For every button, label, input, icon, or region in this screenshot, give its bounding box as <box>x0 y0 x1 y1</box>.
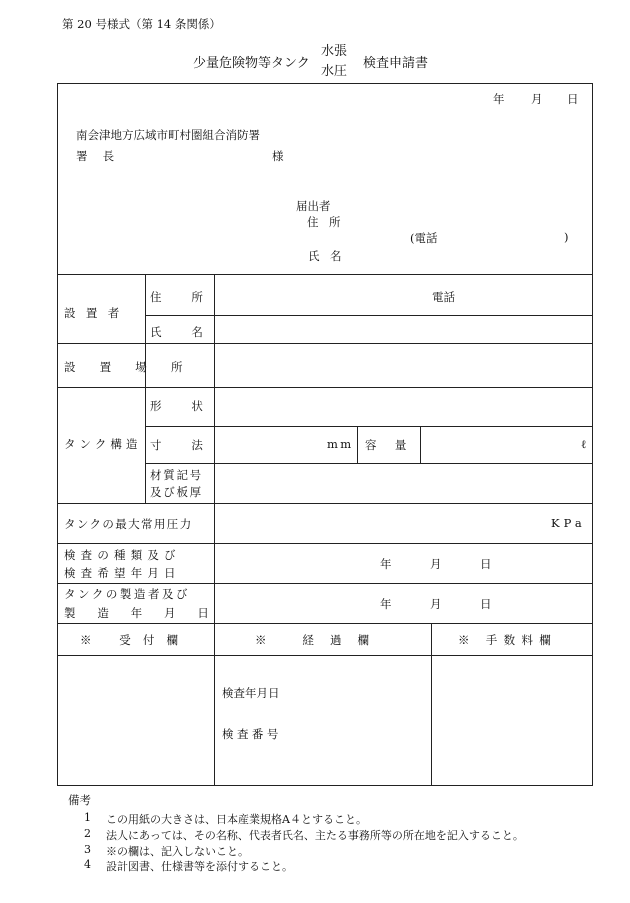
capacity-unit: ℓ <box>581 437 587 451</box>
applicant-phone-close: ) <box>564 230 569 244</box>
installer-name-label: 氏名 <box>150 325 233 339</box>
manufacturer-label-line1: タンクの製造者及び <box>64 587 191 601</box>
capacity-label: 容量 <box>365 438 425 452</box>
form-number: 第 20 号様式（第 14 条関係） <box>62 17 221 31</box>
inspection-number-label: 検査番号 <box>222 727 282 741</box>
inspection-label-line2: 検査希望年月日 <box>64 566 181 580</box>
installer-label: 設置者 <box>64 306 130 320</box>
max-pressure-label: タンクの最大常用圧力 <box>64 517 193 531</box>
applicant-heading: 届出者 <box>296 199 331 213</box>
manufacturer-day: 日 <box>480 597 492 611</box>
inspection-year: 年 <box>380 557 392 571</box>
applicant-address-label: 住 所 <box>307 215 345 229</box>
shape-label: 形状 <box>150 399 233 413</box>
remark-text-4: 設計図書、仕様書等を添付すること。 <box>106 860 293 873</box>
remark-num-2: 2 <box>84 827 91 840</box>
addressee-org: 南会津地方広域市町村圏組合消防署 <box>76 128 260 142</box>
addressee-honorific: 様 <box>272 149 284 163</box>
inspection-month: 月 <box>430 557 442 571</box>
installer-phone-label: 電話 <box>432 290 455 304</box>
location-label: 設置場所 <box>64 360 207 374</box>
remark-num-3: 3 <box>84 843 91 856</box>
form-table <box>57 83 593 786</box>
remark-num-1: 1 <box>84 811 91 824</box>
fee-header: ※ 手数料欄 <box>458 633 558 647</box>
material-label-line1: 材質記号 <box>150 468 203 482</box>
tank-structure-label: タンク構造 <box>64 437 142 451</box>
date-month-label: 月 <box>531 92 543 106</box>
inspection-label-line1: 検査の種類及び <box>64 548 181 562</box>
remark-text-2: 法人にあっては、その名称、代表者氏名、主たる事務所等の所在地を記入すること。 <box>106 829 524 842</box>
title-option-bottom: 水圧 <box>321 64 348 79</box>
inspection-date-label: 検査年月日 <box>222 686 280 700</box>
remark-num-4: 4 <box>84 858 91 871</box>
installer-address-label: 住所 <box>150 290 233 304</box>
applicant-phone-open: (電話 <box>410 231 438 245</box>
reception-header: ※ 受付欄 <box>80 633 191 647</box>
remark-text-1: この用紙の大きさは、日本産業規格A４とすること。 <box>106 813 367 826</box>
progress-header: ※ 経過欄 <box>255 633 386 647</box>
date-day-label: 日 <box>567 92 579 106</box>
dimension-unit: mm <box>327 437 354 451</box>
applicant-name-label: 氏 名 <box>308 249 346 263</box>
dimension-label: 寸法 <box>150 438 233 452</box>
inspection-day: 日 <box>480 557 492 571</box>
title-suffix: 検査申請書 <box>363 56 429 71</box>
date-year-label: 年 <box>493 92 505 106</box>
manufacturer-month: 月 <box>430 597 442 611</box>
remark-text-3: ※の欄は、記入しないこと。 <box>106 845 249 858</box>
title-prefix: 少量危険物等タンク <box>193 56 310 71</box>
material-label-line2: 及び板厚 <box>150 485 203 499</box>
remarks-heading: 備考 <box>68 793 91 807</box>
title-option-top: 水張 <box>321 44 348 59</box>
manufacturer-year: 年 <box>380 597 392 611</box>
manufacturer-label-line2: 製造年月日 <box>64 606 231 620</box>
addressee-title: 署 長 <box>76 149 120 163</box>
max-pressure-unit: KPa <box>551 516 586 530</box>
